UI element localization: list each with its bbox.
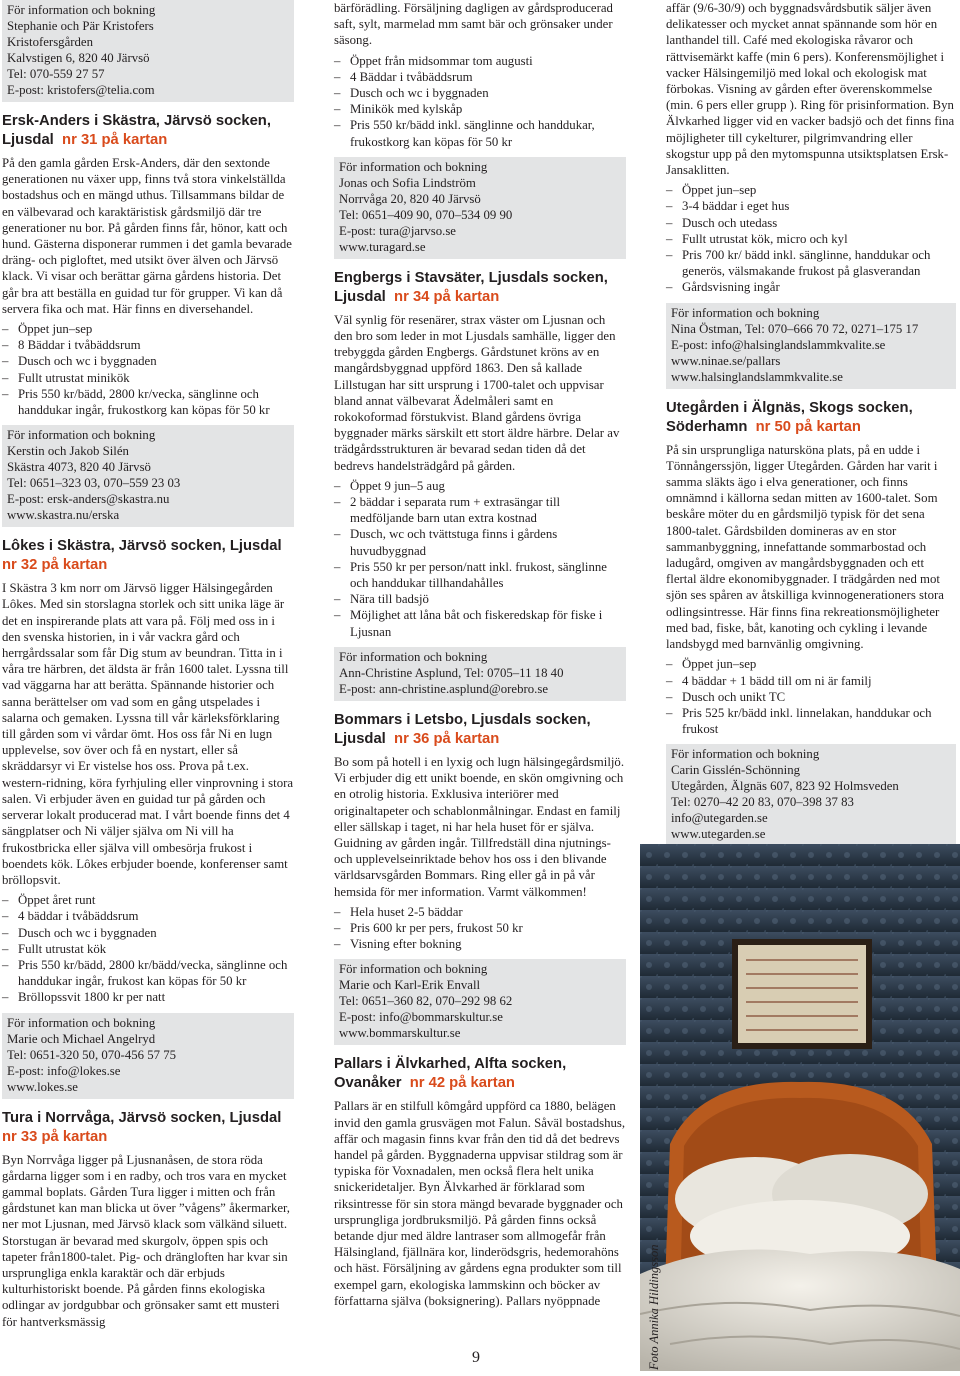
tura-heading [2,1109,294,1147]
engbergs-heading [334,269,626,307]
info-line: E-post: info@lokes.se [7,1063,121,1078]
page-number: 9 [472,1349,480,1366]
pallars-list [666,182,956,295]
list-item: – Öppet från midsommar tom augusti [334,53,533,68]
bedroom-photo [640,844,960,1371]
list-item: – Dusch och wc i byggnaden [334,86,489,101]
bedsheet [640,1250,960,1372]
kristofers-info-box [2,0,294,102]
list-item: – Öppet året runt [2,893,96,908]
bommars-info-box [334,959,626,1045]
engbergs-list [334,478,626,640]
list-item: – Fullt utrustat minikök [2,370,130,385]
map-number: nr 42 på kartan [409,1075,515,1092]
column-3 [666,0,956,846]
info-line: Jonas och Sofia Lindström [339,175,476,190]
info-line: www.utegarden.se [671,827,766,842]
list-item: – Öppet jun–sep [666,657,757,672]
lokes-info-box [2,1013,294,1099]
info-line: E-post: kristofers@telia.com [7,83,155,97]
tura-body-continued: bärförädling. Försäljning dagligen av gårdsproducerad saft, sylt, marmelad mm samt bär och grönsaker under säsong. [334,1,613,48]
info-line: Tel: 0270–42 20 83, 070–398 37 83 [671,795,854,810]
utegarden-info-box [666,744,956,846]
info-line: Skästra 4073, 820 40 Järvsö [7,460,151,475]
bommars-body: Bo som på hotell i en lyxig och lugn hälsingegårdsmiljö. Vi erbjuder dig ett unikt boende, en skön omgivning och en otrolig historia. Exklusiva interiörer med originaltapeter och schablonmålningar. Endast en familj eller sällskap i taget, ni har hela huset för er själva. Guidning av gården ingår. Tillfredställ dina njutnings- och upplevelseinriktade behov hos oss i den blivande världsarvsgården Bommars. Ring eller gå in på vår hemsida för mer information. Varmt välkommen! [334,754,625,899]
info-line: För information och bokning [671,747,820,762]
tura-info-box [334,157,626,259]
map-number: nr 50 på kartan [755,418,861,435]
list-item: – Gårdsvisning ingår [666,280,780,295]
map-number: nr 32 på kartan [2,557,108,574]
list-item: – 4 bäddar i tvåbäddsrum [2,909,139,924]
list-item: – Visning efter bokning [334,937,462,952]
photo-credit-text: Foto Annika Hildingsson [647,1244,661,1370]
info-line: www.turagard.se [339,239,426,254]
photo-credit [646,1190,666,1370]
info-line: För information och bokning [671,305,820,320]
list-item: – Nära till badsjö [334,592,429,607]
pallars-info-box [666,303,956,389]
info-line: Tel: 0651–360 82, 070–292 98 62 [339,994,513,1009]
section-title: Engbergs i Stavsäter, Ljusdals socken, Ljusdal [334,269,608,305]
column-2 [334,0,626,1309]
list-item: – 4 Bäddar i tvåbäddsrum [334,69,473,84]
info-line: För information och bokning [339,962,488,977]
info-line: För information och bokning [339,159,488,174]
list-item: – 3-4 bäddar i eget hus [666,199,790,214]
list-item: – Pris 525 kr/bädd inkl. linnelakan, handdukar och frukost [666,705,932,737]
info-line: E-post: ersk-anders@skastra.nu [7,492,170,507]
info-line: Tel: 0651–323 03, 070–559 23 03 [7,476,181,491]
utegarden-heading [666,399,956,437]
info-line: E-post: ann-christine.asplund@orebro.se [339,681,549,696]
list-item: – Dusch och wc i byggnaden [2,925,157,940]
list-item: – 8 Bäddar i tvåbäddsrum [2,338,141,353]
lokes-heading [2,537,294,575]
info-line: Carin Gisslén-Schönning [671,763,801,778]
info-line: info@utegarden.se [671,811,768,826]
bommars-heading [334,711,626,749]
tura-list [334,53,626,150]
bommars-list [334,904,626,953]
info-line: Marie och Michael Angelryd [7,1031,156,1046]
list-item: – Fullt utrustat kök [2,941,107,956]
info-line: För information och bokning [7,1015,156,1030]
list-item: – Dusch och wc i byggnaden [2,354,157,369]
info-line: Marie och Karl-Erik Envall [339,978,481,993]
info-line: Norrvåga 20, 820 40 Järvsö [339,191,481,206]
list-item: – Öppet 9 jun–5 aug [334,478,445,493]
info-line: www.skastra.nu/erska [7,508,120,523]
list-item: – Öppet jun–sep [2,322,93,337]
info-line: www.lokes.se [7,1079,78,1094]
ersk-anders-list [2,321,294,418]
info-line: För information och bokning [339,649,488,664]
info-line: Kalvstigen 6, 820 40 Järvsö [7,51,150,65]
list-item: – Pris 700 kr/ bädd inkl. sänglinne, handdukar och generös, välsmakande frukost på glasverandan [666,248,931,279]
section-title: Lôkes i Skästra, Järvsö socken, Ljusdal [2,538,282,555]
info-line: Utegården, Älgnäs 607, 823 92 Holmsveden [671,779,899,794]
section-title: Utegården i Älgnäs, Skogs socken, Söderhamn [666,399,913,435]
section-title: Pallars i Älvkarhed, Alfta socken, Ovanåker [334,1056,567,1092]
bedroom-photo-illustration [640,844,960,1371]
info-line: www.ninae.se/pallars [671,353,781,368]
list-item: – Pris 550 kr/bädd, 2800 kr/vecka, sänglinne och handdukar ingår, frukostkorg kan köpas för 50 kr [2,386,270,418]
pallars-body-continued: affär (9/6-30/9) och byggnadsvårdsbutik säljer även delikatesser och mycket annat spännande som hör en lanthandel till. Café med ekologiska råvaror och rättvisemärkt kaffe (min 6 pers). Konferensmöjlighet i vacker Hälsingemiljö med lokal och ekologisk mat förbokas. Visning av gården efter överenskommelse (min. 6 pers eller grupp ). Ring för prisinformation. Byn Älvkarhed ligger vid en vacker badsjö och det finns fina möjligheter till cykelturer, pilgrimvandring eller skogstur upp på den mytomspunna utsiktsplatsen Ersk-Jansaklitten. [666,1,955,178]
info-line: För information och bokning [7,3,156,17]
utegarden-body: På sin ursprungliga natursköna plats, på en udde i Tönnångerssjön, ligger Utegården. Gården har varit i samma släkts ägo i elva generationer, och finns omnämnd i källorna sedan mitten av 1600-talet. Som beskåre möter du en gårdsmiljö typisk för det sena 1800-talet. Gårdsbilden domineras av en stor sammanbyggning, innefattande sommarbostad och ladugård, omgiven av mangårdsbyggnaden och ett flertal äldre ekonomibyggnader. I trädgården ned mot sjön ses spåren av åtskilliga kvinnogenerationers stora odlingsintresse. Här finns fina rekreationsmöjligheter med bad, fiske, båt, kanoting och cykling i levande landsbygd med barnvänlig omgivning. [666,442,944,652]
list-item: – Minikök med kylskåp [334,102,463,117]
section-title: Ersk-Anders i Skästra, Järvsö socken, Ljusdal [2,113,271,148]
engbergs-body: Väl synlig för resenärer, strax väster om Ljusnan och den bro som leder in mot Ljusdals samhälle, ligger den trebyggda gården Engbergs. Gårdstunet kröns av en mangårdsbyggnad uppförd 1863. Den så kallade Lillstugan har sitt ursprung i 1700-talet och uppvisar bland annat välbevarat Ädelmåleri samt en rokokoformad förstukvist. Bland gårdens övriga byggnader märks särskilt ett stort äldre härbre. Delar av trädgårdsstrukturen är bevarad sedan tiden då det bedrevs handelsträdgård på gården. [334,312,620,473]
section-title: Tura i Norrvåga, Järvsö socken, Ljusdal [2,1109,282,1126]
info-line: Nina Östman, Tel: 070–666 70 72, 0271–175 17 [671,321,919,336]
map-number: nr 34 på kartan [394,288,500,305]
pallars-body: Pallars är en stilfull kômgård uppförd ca 1880, belägen invid den gamla grusvägen mot Falun. Såväl bostadshus, affär och magasin finns kvar från den tid då det bedrevs handel på gården. Byggnaderna uppvisar stildrag som är typiska för Voxnadalen, men också flera helt unika snickeridetaljer. Byn Älvkarhed är förklarad som riksintresse för sin stora mängd bevarade byggnader och ursprungliga jordbruksmiljö. På gården finns också betande djur med äldre lantraser som allmogefår från Hälsingland, fjällnära kor, linderödsgris, hedemorahöns och häst. Försäljning av gårdens egna produkter som till exempel garn, ekologiska lammskinn och böcker av författarna själva (boksignering). Pallars nyöppnade [334,1099,626,1308]
list-item: – Bröllopssvit 1800 kr per natt [2,990,166,1005]
map-number: nr 33 på kartan [2,1128,108,1145]
list-item: – 4 bäddar + 1 bädd till om ni är familj [666,673,872,688]
list-item: – Pris 550 kr/bädd, 2800 kr/bädd/vecka, sänglinne och handdukar ingår, frukost kan köpas för 50 kr [2,957,288,989]
engbergs-info-box [334,647,626,701]
list-item: – Möjlighet att låna båt och fiskeredskap för fiske i Ljusnan [334,608,603,639]
info-line: Tel: 0651-320 50, 070-456 57 75 [7,1047,177,1062]
list-item: – Hela huset 2-5 bäddar [334,904,463,919]
list-item: – Dusch och utedass [666,215,778,230]
map-number: nr 36 på kartan [394,730,500,747]
info-line: E-post: info@bommarskultur.se [339,1010,503,1025]
list-item: – Dusch, wc och tvättstuga finns i gårdens huvudbyggnad [334,527,558,558]
ersk-anders-heading [2,112,294,150]
info-line: E-post: tura@jarvso.se [339,223,456,238]
section-title: Bommars i Letsbo, Ljusdals socken, Ljusdal [334,711,591,747]
list-item: – Fullt utrustat kök, micro och kyl [666,231,848,246]
utegarden-list [666,656,956,737]
info-line: Ann-Christine Asplund, Tel: 0705–11 18 40 [339,665,564,680]
list-item: – Pris 600 kr per pers, frukost 50 kr [334,920,523,935]
list-item: – Dusch och unikt TC [666,689,786,704]
ersk-anders-body: På den gamla gården Ersk-Anders, där den sextonde generationen nu växer upp, finns två stora vinkelställda bostadshus och en mängd uthus. Tillsammans bildar de en välbevarad och karaktäristisk gårdsmiljö där tre generationer nu bor. På gården finns får, hönor, katt och hund. Gästerna disponerar rummen i det gamla bevarade dräng- och pigloftet, med utsikt över älven och Järvsö klack. Vi visar och berättar gärna gårdens historia. Det går bra att beställa en guidad tur för grupper. Vi kan då servera fika och mat. Här finns en diversehandel. [2,156,292,316]
info-line: E-post: info@halsinglandslammkvalite.se [671,337,886,352]
ersk-anders-info-box [2,425,294,527]
info-line: Stephanie och Pär Kristofers [7,19,154,33]
info-line: Tel: 070-559 27 57 [7,67,105,81]
info-line: www.halsinglandslammkvalite.se [671,369,843,384]
list-item: – Pris 550 kr/bädd inkl. sänglinne och handdukar, frukostkorg kan köpas för 50 kr [334,118,595,149]
info-line: Tel: 0651–409 90, 070–534 09 90 [339,207,513,222]
list-item: – Pris 550 kr per person/natt inkl. frukost, sänglinne och handdukar tillhandahålles [334,559,607,591]
info-line: Kristofersgården [7,35,93,49]
lokes-list [2,892,294,1005]
info-line: För information och bokning [7,428,156,443]
list-item: – Öppet jun–sep [666,183,757,198]
lokes-body: I Skästra 3 km norr om Järvsö ligger Hälsingegården Lôkes. Med sin storslagna storlek och sitt unika läge är det en inspirerande plats att vara på. Följ med oss in i den svenska historien, in i vår vackra gård och herrgårdssalar som får Dig stum av beundran. Titta in i våra tre härbren, det äldsta är från 1600 talet. Lyssna till vad väggarna har att berätta. Spännande historier och sanna berättelser om vad som en gång utspelades i salarna och gemaken. Lyssna till vår kärleksförklaring till gården som vi vårdar ömt. Hos oss får Ni en lugn upplevelse, sov över och få en nystart, eller så skräddarsyr vi Er vistelse hos oss. Prova på t.ex. western-ridning, köra fyrhjuling eller vinprovning i stora salen. Vi erbjuder även en guidad tur på gården och serverar lokalt producerad mat. I vårt boende finns det 4 sängplatser och Ni väljer själva om Ni vill ha frukostbricka eller själva vill ombesörja frukost i boendets kök. Lôkes erbjuder boende, konferenser samt bröllopsvit. [2,581,294,887]
map-number: nr 31 på kartan [62,132,168,148]
pallars-heading [334,1055,626,1093]
column-1 [2,0,294,1330]
list-item: – 2 bäddar i separata rum + extrasängar till medföljande barn utan extra kostnad [334,495,561,526]
tura-body: Byn Norrvåga ligger på Ljusnanåsen, de stora röda gårdarna ligger som i en radby, och tros vara en mycket gammal boplats. Gården Tura ligger i mitten och från gårdstunet kan man blicka ut över ”vågens” åkermarker, ner mot Ljusnan, med Järvsö klack som välkänd siluett. Storstugan är bevarad med skurgolv, öppen spis och tapeter från1800-talet. Pig- och drängloften har kvar sin ursprungliga enkla karaktär och där erbjuds kulturhistoriskt boende. På gården finns ekologiska odlingar av jordgubbar och grönsaker samt ett musteri för hantverksmässig [2,1152,291,1329]
info-line: Kerstin och Jakob Silén [7,444,129,459]
info-line: www.bommarskultur.se [339,1026,461,1041]
